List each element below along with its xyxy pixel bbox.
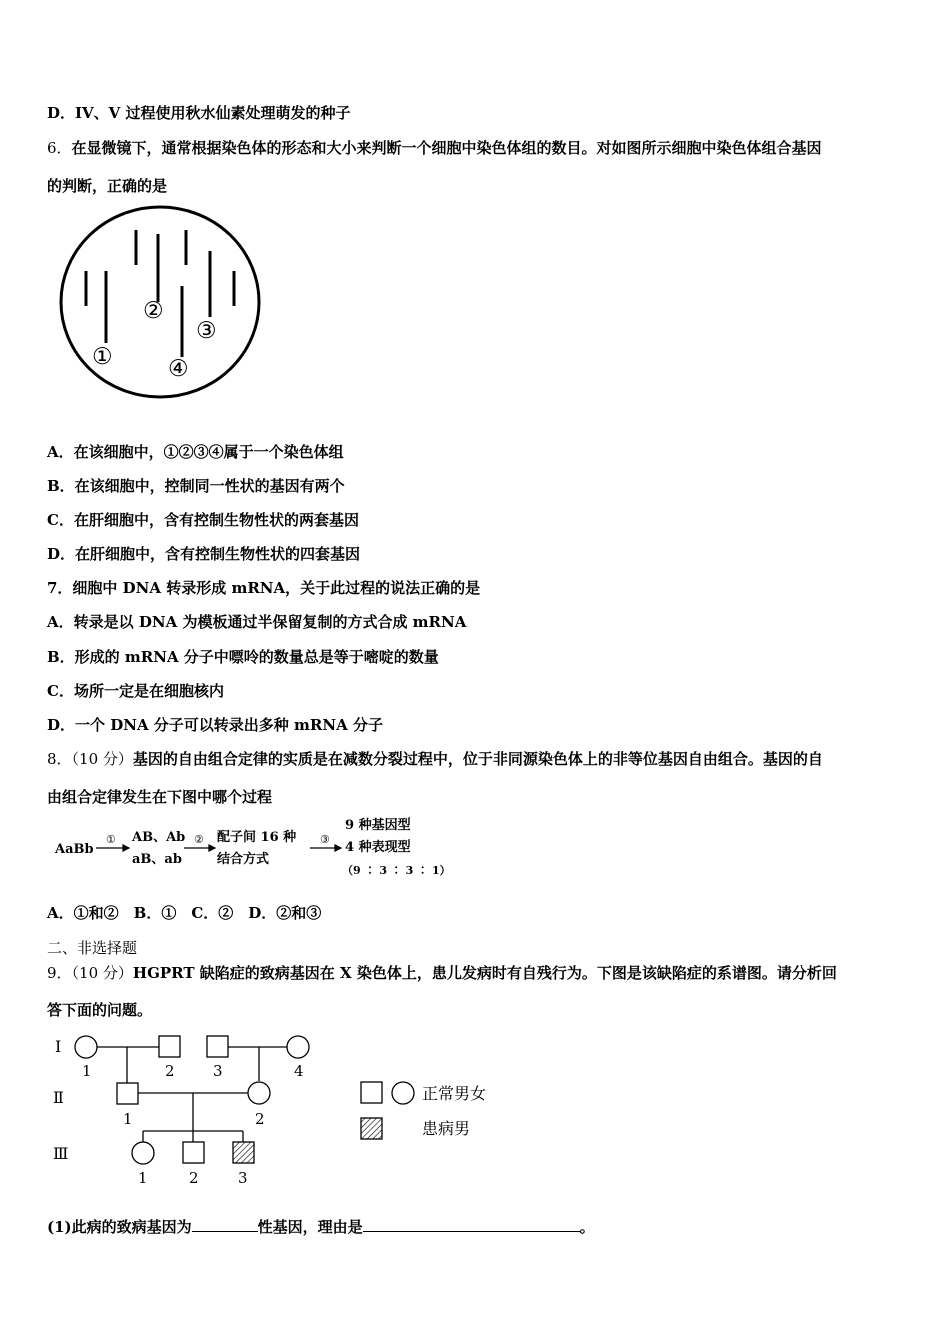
q8-stem-line2: 由组合定律发生在下图中哪个过程 — [47, 788, 273, 806]
q8-stem-line1 — [47, 748, 910, 769]
flow-result-top: 9 种基因型 — [345, 818, 411, 833]
flow-combo-bottom: 结合方式 — [217, 852, 270, 867]
q9-sub1 — [47, 1216, 910, 1237]
section-2-heading: 二、非选择题 — [47, 939, 138, 957]
q9-stem-text1: HGPRT 缺陷症的致病基因在 X 染色体上，患儿发病时有自残行为。下图是该缺陷症的系谱图。请分析回 — [132, 964, 837, 982]
q9-sub1-part-c: 。 — [579, 1218, 595, 1236]
generation-1-label: Ⅰ — [55, 1037, 62, 1056]
svg-text:1: 1 — [138, 1169, 148, 1187]
g1-female-1 — [75, 1036, 97, 1058]
chromosome-cell-figure — [55, 205, 270, 410]
legend-affected-label: 患病男 — [422, 1119, 471, 1138]
g1-male-2 — [159, 1036, 180, 1057]
q9-stem-line2: 答下面的问题。 — [47, 1001, 153, 1019]
q9-stem-line1 — [47, 962, 910, 983]
q8-options: A．①和② B．① C．② D．②和③ — [47, 904, 322, 922]
flow-step1: ① — [106, 833, 116, 846]
q6-stem-line2: 的判断，正确的是 — [47, 177, 168, 195]
q9-score: （10 分） — [71, 964, 133, 982]
q7-option-c: C．场所一定是在细胞核内 — [47, 682, 224, 700]
flow-result-bottom: （9 ∶ 3 ∶ 3 ∶ 1） — [342, 864, 451, 877]
q8-score: （10 分） — [71, 750, 133, 768]
g3-affected-male-3 — [233, 1142, 254, 1163]
q7-stem: 7．细胞中 DNA 转录形成 mRNA，关于此过程的说法正确的是 — [47, 579, 481, 597]
g3-male-2 — [183, 1142, 204, 1163]
q6-option-a: A．在该细胞中，①②③④属于一个染色体组 — [47, 443, 344, 461]
pedigree-chart — [45, 1025, 515, 1195]
q7-option-a: A．转录是以 DNA 为模板通过半保留复制的方式合成 mRNA — [47, 613, 467, 631]
q5-option-d: D．IV、V 过程使用秋水仙素处理萌发的种子 — [47, 104, 351, 122]
legend-normal-male — [361, 1082, 382, 1103]
g2-female-2 — [248, 1082, 270, 1104]
svg-text:2: 2 — [189, 1169, 199, 1187]
q9-sub1-part-a: (1)此病的致病基因为 — [47, 1218, 192, 1236]
generation-2-label: Ⅱ — [53, 1088, 64, 1107]
flow-combo-top: 配子间 16 种 — [217, 830, 297, 845]
q9-blank-1[interactable] — [192, 1217, 258, 1232]
g2-male-1 — [117, 1083, 138, 1104]
q6-number: 6． — [47, 139, 72, 157]
svg-text:2: 2 — [165, 1062, 175, 1080]
q8-number: 8． — [47, 750, 72, 768]
q9-number: 9． — [47, 964, 72, 982]
flow-gametes-bottom: aB、ab — [132, 852, 182, 867]
q7-option-d: D．一个 DNA 分子可以转录出多种 mRNA 分子 — [47, 716, 383, 734]
svg-text:1: 1 — [123, 1110, 133, 1128]
generation-3-label: Ⅲ — [53, 1144, 69, 1163]
svg-text:1: 1 — [82, 1062, 92, 1080]
g1-male-3 — [207, 1036, 228, 1057]
label-4: ④ — [168, 356, 189, 382]
flow-gametes-top: AB、Ab — [132, 830, 186, 845]
svg-text:3: 3 — [213, 1062, 223, 1080]
legend-normal-label: 正常男女 — [422, 1084, 487, 1103]
q8-stem-text1: 基因的自由组合定律的实质是在减数分裂过程中，位于非同源染色体上的非等位基因自由组合。基因的自 — [132, 750, 823, 768]
q6-stem-text1: 在显微镜下，通常根据染色体的形态和大小来判断一个细胞中染色体组的数目。对如图所示细胞中染色体组合基因 — [71, 139, 822, 157]
q6-option-b: B．在该细胞中，控制同一性状的基因有两个 — [47, 477, 345, 495]
q9-blank-2[interactable] — [363, 1217, 580, 1232]
q6-option-c: C．在肝细胞中，含有控制生物性状的两套基因 — [47, 511, 359, 529]
g3-female-1 — [132, 1142, 154, 1164]
flow-step2: ② — [194, 833, 204, 846]
svg-text:2: 2 — [255, 1110, 265, 1128]
q6-stem-line1 — [47, 137, 910, 158]
flow-start: AaBb — [55, 842, 94, 857]
q7-option-b: B．形成的 mRNA 分子中嘌呤的数量总是等于嘧啶的数量 — [47, 648, 439, 666]
legend-normal-female — [392, 1082, 414, 1104]
g1-female-4 — [287, 1036, 309, 1058]
flow-step3: ③ — [320, 833, 330, 846]
q9-sub1-part-b: 性基因，理由是 — [257, 1218, 363, 1236]
label-3: ③ — [196, 318, 217, 344]
q6-option-d: D．在肝细胞中，含有控制生物性状的四套基因 — [47, 545, 361, 563]
label-2: ② — [143, 298, 164, 324]
svg-text:4: 4 — [294, 1062, 304, 1080]
svg-text:3: 3 — [238, 1169, 248, 1187]
legend-affected-male — [361, 1118, 382, 1139]
free-combination-flow-diagram — [52, 815, 462, 880]
label-1: ① — [92, 344, 113, 370]
flow-result-mid: 4 种表现型 — [345, 840, 411, 855]
